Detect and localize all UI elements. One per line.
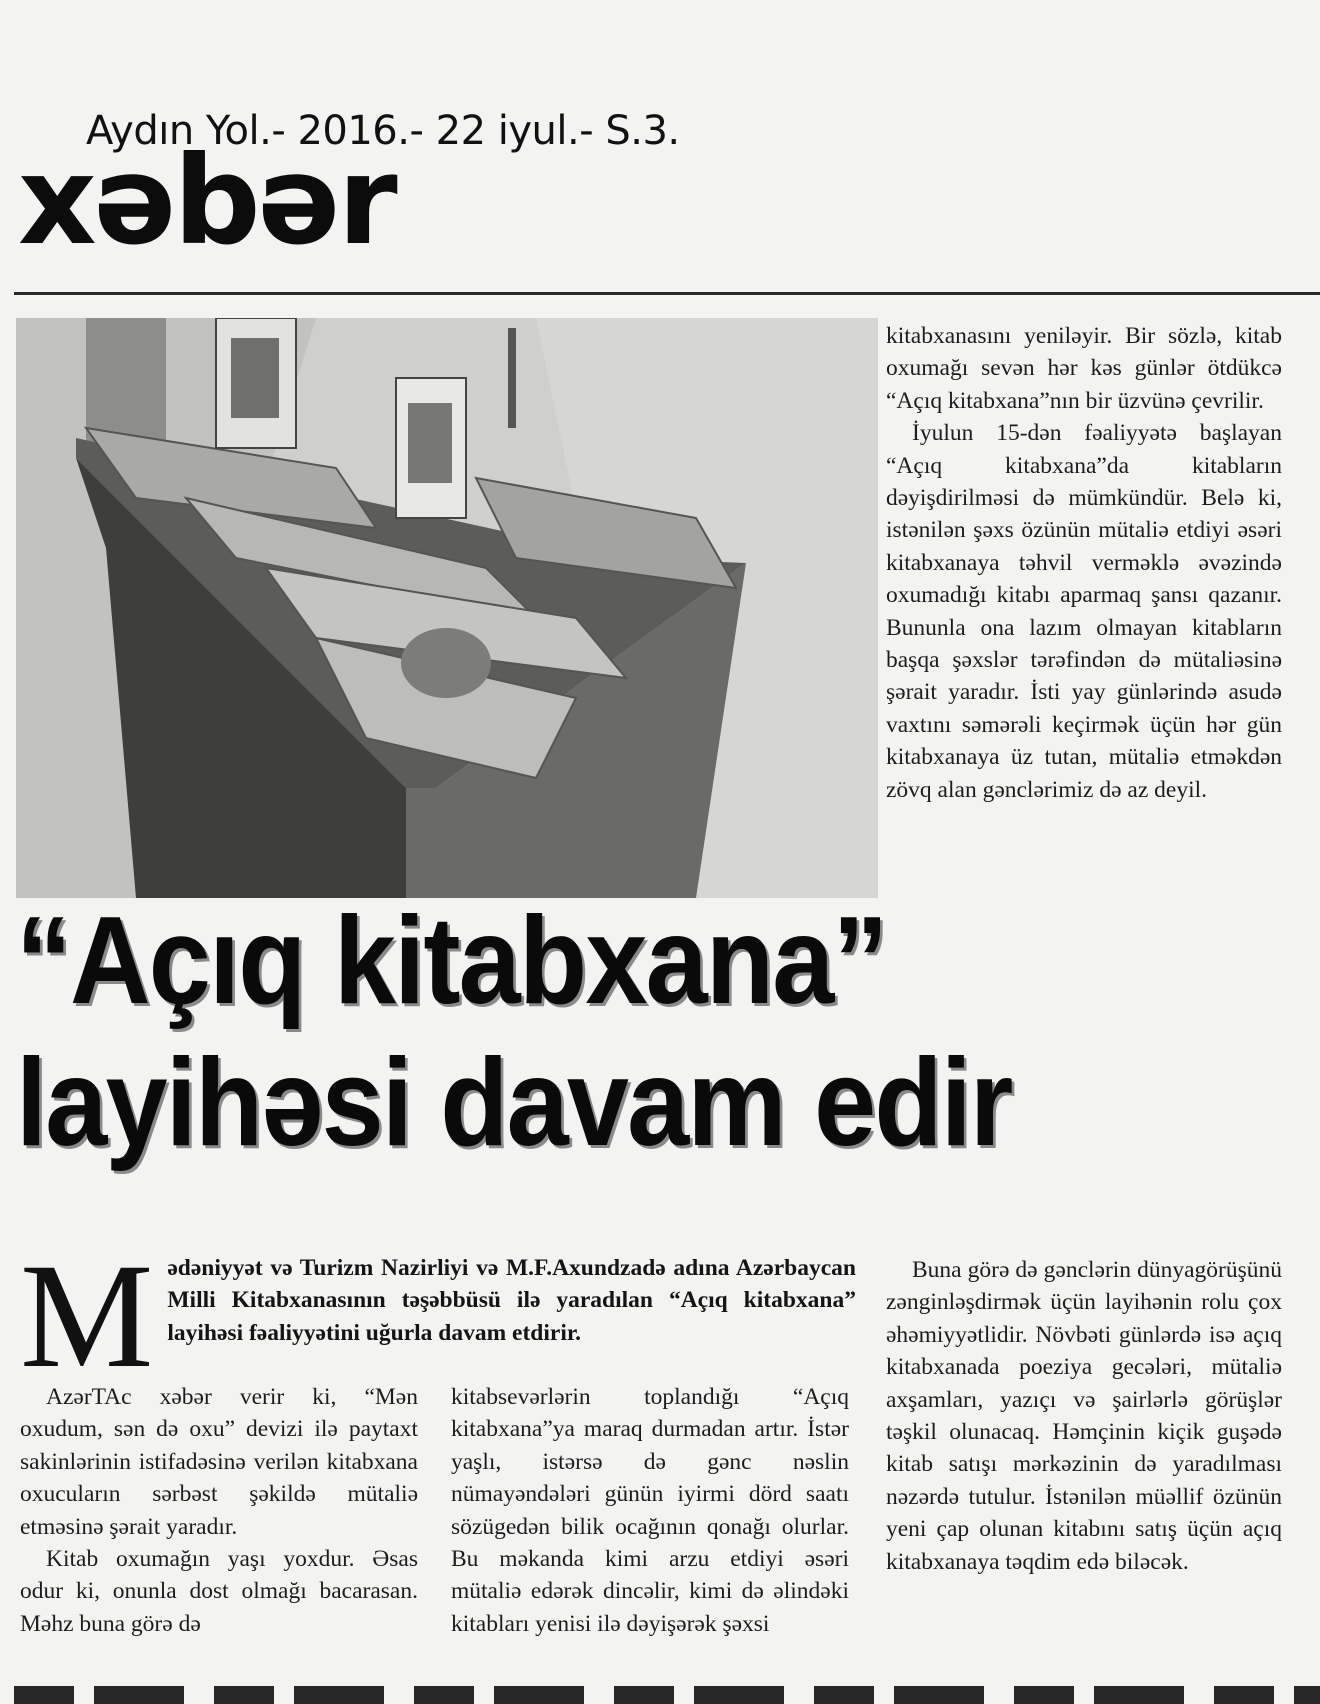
right-top-column [886,320,1282,806]
paragraph: Kitab oxumağın yaşı yoxdur. Əsas odur ki, onunla dost olmağı bacarasan. Məhz buna görə də [20,1546,418,1637]
drop-cap: M [20,1233,154,1399]
paragraph: AzərTAc xəbər verir ki, “Mən oxudum, sən də oxu” devizi ilə paytaxt sakinlərinin istifadəsinə verilən kitabxana oxucuların sərbəst şəkildə mütaliə etməsinə şərait yaradır. [20,1384,418,1540]
lead-text: ədəniyyət və Turizm Nazirliyi və M.F.Axundzadə adına Azərbaycan Milli Kitabxanasının təşəbbüsü ilə yaradılan “Açıq kitabxana” layihəsi fəaliyyətini uğurla davam etdirir. [167,1255,856,1346]
paragraph: Buna görə də gənclərin dünyagörüşünü zənginləşdirmək üçün layihənin rolu çox əhəmiyyətlidir. Növbəti günlərdə isə açıq kitabxanada poeziya gecələri, mütaliə axşamları, yazıçı və şairlərlə görüşlər təşkil olunacaq. Həmçinin kiçik guşədə kitab satışı mərkəzinin də yaradılması nəzərdə tutulur. İstənilən müəllif özünün yeni çap olunan kitabını satış üçün açıq kitabxanaya təqdim edə biləcək. [886,1257,1282,1575]
column-c [886,1254,1282,1578]
column-a [20,1381,418,1640]
section-title: xəbər [18,130,395,272]
headline-line-2: layihəsi davam edir [16,1034,1012,1172]
headline [16,890,1186,1174]
paragraph: kitabxanasını yeniləyir. Bir sözlə, kitab oxumağı sevən hər kəs günlər ötdükcə “Açıq kitabxana”nın bir üzvünə çevrilir. [886,323,1282,414]
top-rule [14,292,1320,295]
citation: Aydın Yol.- 2016.- 22 iyul.- S.3. [86,108,680,154]
headline-line-1: “Açıq kitabxana” [16,892,887,1030]
column-b [451,1381,849,1640]
paragraph: kitabsevərlərin toplandığı “Açıq kitabxana”ya maraq durmadan artır. İstər yaşlı, istərsə də gənc nəslin nümayəndələri günün iyirmi dörd saatı sözügedən bilik ocağının qonağı olurlar. Bu məkanda kimi arzu etdiyi əsəri mütaliə edərək dincəlir, kimi də əlindəki kitabları yenisi ilə dəyişərək şəxsi [451,1384,849,1637]
paragraph: İyulun 15-dən fəaliyyətə başlayan “Açıq kitabxana”da kitabların dəyişdirilməsi də mümkündür. Belə ki, istənilən şəxs özünün mütaliə etdiyi əsəri kitabxanaya təhvil verməklə əvəzində oxumadığı kitabı aparmaq şansı qazanır. Bununla ona lazım olmayan kitabların başqa şəxslər tərəfindən də mütaliəsinə şərait yaradır. İsti yay günlərində asudə vaxtını səmərəli keçirmək üçün hər gün kitabxanaya üz tutan, mütaliə etməkdən zövq alan gənclərimiz də az deyil. [886,420,1282,803]
lead-paragraph [20,1233,856,1399]
article-photo [16,318,878,898]
bottom-cut-headline-fragment [14,1686,1320,1704]
